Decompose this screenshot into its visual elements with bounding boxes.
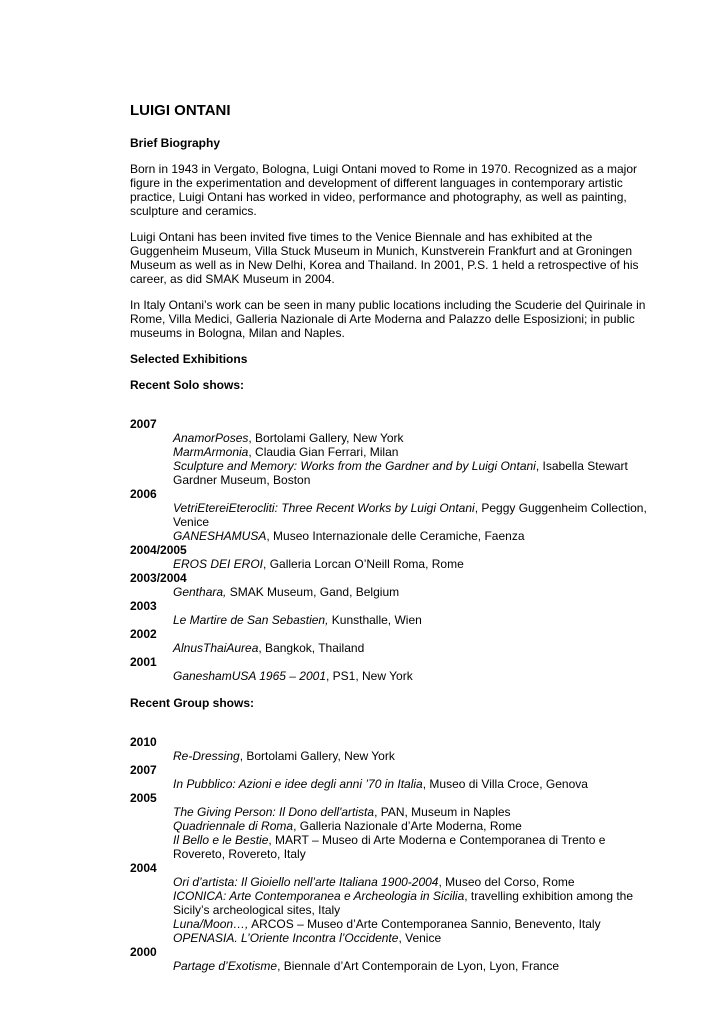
exhibition-year: 2007 [130,417,157,431]
exhibition-entry [130,669,660,683]
exhibition-entry [130,777,660,791]
exhibition-entry [130,931,660,945]
exhibition-venue: , Venice [398,931,442,945]
exhibition-entry [130,585,660,599]
exhibition-entry [130,917,660,931]
exhibition-entry [130,445,660,459]
exhibition-venue: Kunsthalle, Wien [328,613,422,627]
exhibition-title: GaneshamUSA 1965 – 2001 [173,669,326,683]
biography-paragraph: Born in 1943 in Vergato, Bologna, Luigi Ontani moved to Rome in 1970. Recognized as a major figure in the experimentation and development of different languages in contemporary artistic practice, Luigi Ontani has worked in video, performance and photography, as well as painting, sculpture and ceramics. [130,162,637,218]
exhibition-title: In Pubblico: Azioni e idee degli anni ’70 in Italia [173,777,423,791]
exhibition-year: 2006 [130,487,157,501]
exhibition-title: ICONICA: Arte Contemporanea e Archeologia in Sicilia [173,889,465,903]
exhibition-year: 2003 [130,599,157,613]
exhibition-title: GANESHAMUSA [173,529,267,543]
exhibition-year: 2002 [130,627,157,641]
exhibition-venue: , PAN, Museum in Naples [374,805,511,819]
exhibition-venue: , Isabella Stewart Gardner Museum, Boston [173,459,628,487]
exhibition-year: 2000 [130,945,157,959]
exhibition-entry [130,641,660,655]
exhibition-title: AlnusThaiAurea [173,641,259,655]
group-shows-heading: Recent Group shows: [130,696,255,710]
exhibition-venue: , travelling exhibition among the Sicily’s archeological sites, Italy [173,889,634,917]
exhibition-title: MarmArmonia [173,445,249,459]
exhibition-venue: ARCOS – Museo d’Arte Contemporanea Sannio, Benevento, Italy [248,917,601,931]
exhibition-entry [130,501,660,529]
exhibition-entry [130,889,660,917]
exhibition-title: Quadriennale di Roma [173,819,294,833]
exhibition-venue: , Museo di Villa Croce, Genova [422,777,588,791]
exhibition-year: 2001 [130,655,157,669]
exhibition-venue: , Peggy Guggenheim Collection, Venice [173,501,647,529]
biography-paragraph: Luigi Ontani has been invited five times to the Venice Biennale and has exhibited at the Guggenheim Museum, Villa Stuck Museum in Munich, Kunstverein Frankfurt and at Groningen Museum as well as in New Delhi, Korea and Thailand. In 2001, P.S. 1 held a retrospective of his career, as did SMAK Museum in 2004. [130,230,639,286]
exhibition-venue: , Bortolami Gallery, New York [239,749,395,763]
exhibition-entry [130,529,660,543]
exhibition-title: Re-Dressing [173,749,240,763]
exhibition-venue: SMAK Museum, Gand, Belgium [226,585,400,599]
exhibition-title: EROS DEI EROI [173,557,264,571]
page-title: LUIGI ONTANI [130,102,231,119]
exhibition-venue: , Museo del Corso, Rome [438,875,575,889]
exhibition-entry [130,613,660,627]
exhibition-title: AnamorPoses [173,431,249,445]
exhibition-venue: , Bangkok, Thailand [258,641,365,655]
solo-shows-heading: Recent Solo shows: [130,378,245,392]
exhibition-title: Partage d’Exotisme [173,959,278,973]
exhibition-venue: , MART – Museo di Arte Moderna e Contemporanea di Trento e Rovereto, Rovereto, Italy [173,833,606,861]
exhibition-title: Luna/Moon…, [173,917,249,931]
exhibition-title: Le Martire de San Sebastien, [173,613,329,627]
exhibition-venue: , PS1, New York [326,669,413,683]
exhibition-venue: , Galleria Nazionale d’Arte Moderna, Rome [293,819,522,833]
exhibition-entry [130,833,660,861]
exhibition-venue: , Bortolami Gallery, New York [248,431,404,445]
exhibition-year: 2005 [130,791,157,805]
exhibition-entry [130,749,660,763]
exhibition-year: 2004 [130,861,157,875]
exhibition-entry [130,805,660,819]
biography-paragraph: In Italy Ontani’s work can be seen in many public locations including the Scuderie del Quirinale in Rome, Villa Medici, Galleria Nazionale di Arte Moderna and Palazzo delle Esposizioni; in public museums in Bologna, Milan and Naples. [130,298,646,340]
exhibition-venue: , Claudia Gian Ferrari, Milan [248,445,399,459]
exhibition-entry [130,875,660,889]
exhibition-year: 2007 [130,763,157,777]
exhibition-title: VetriEtereiEterocliti: Three Recent Works by Luigi Ontani [173,501,475,515]
solo-shows-list [130,417,660,683]
biography-heading: Brief Biography [130,136,221,150]
exhibition-entry [130,819,660,833]
exhibition-entry [130,959,660,973]
exhibition-title: Sculpture and Memory: Works from the Gardner and by Luigi Ontani [173,459,536,473]
exhibition-entry [130,431,660,445]
exhibition-title: Genthara, [173,585,227,599]
exhibition-entry [130,557,660,571]
exhibition-title: The Giving Person: Il Dono dell'artista [173,805,375,819]
exhibition-title: OPENASIA. L’Oriente Incontra l’Occidente [173,931,399,945]
exhibition-year: 2003/2004 [130,571,187,585]
exhibition-venue: , Galleria Lorcan O’Neill Roma, Rome [263,557,464,571]
exhibition-venue: , Biennale d’Art Contemporain de Lyon, Lyon, France [277,959,560,973]
exhibition-venue: , Museo Internazionale delle Ceramiche, Faenza [266,529,525,543]
exhibition-year: 2004/2005 [130,543,187,557]
exhibition-entry [130,459,660,487]
exhibition-title: Il Bello e le Bestie [173,833,269,847]
group-shows-list [130,735,660,973]
exhibition-title: Ori d’artista: Il Gioiello nell’arte Italiana 1900-2004 [173,875,439,889]
selected-exhibitions-heading: Selected Exhibitions [130,352,248,366]
document-page [130,102,660,973]
exhibition-year: 2010 [130,735,157,749]
